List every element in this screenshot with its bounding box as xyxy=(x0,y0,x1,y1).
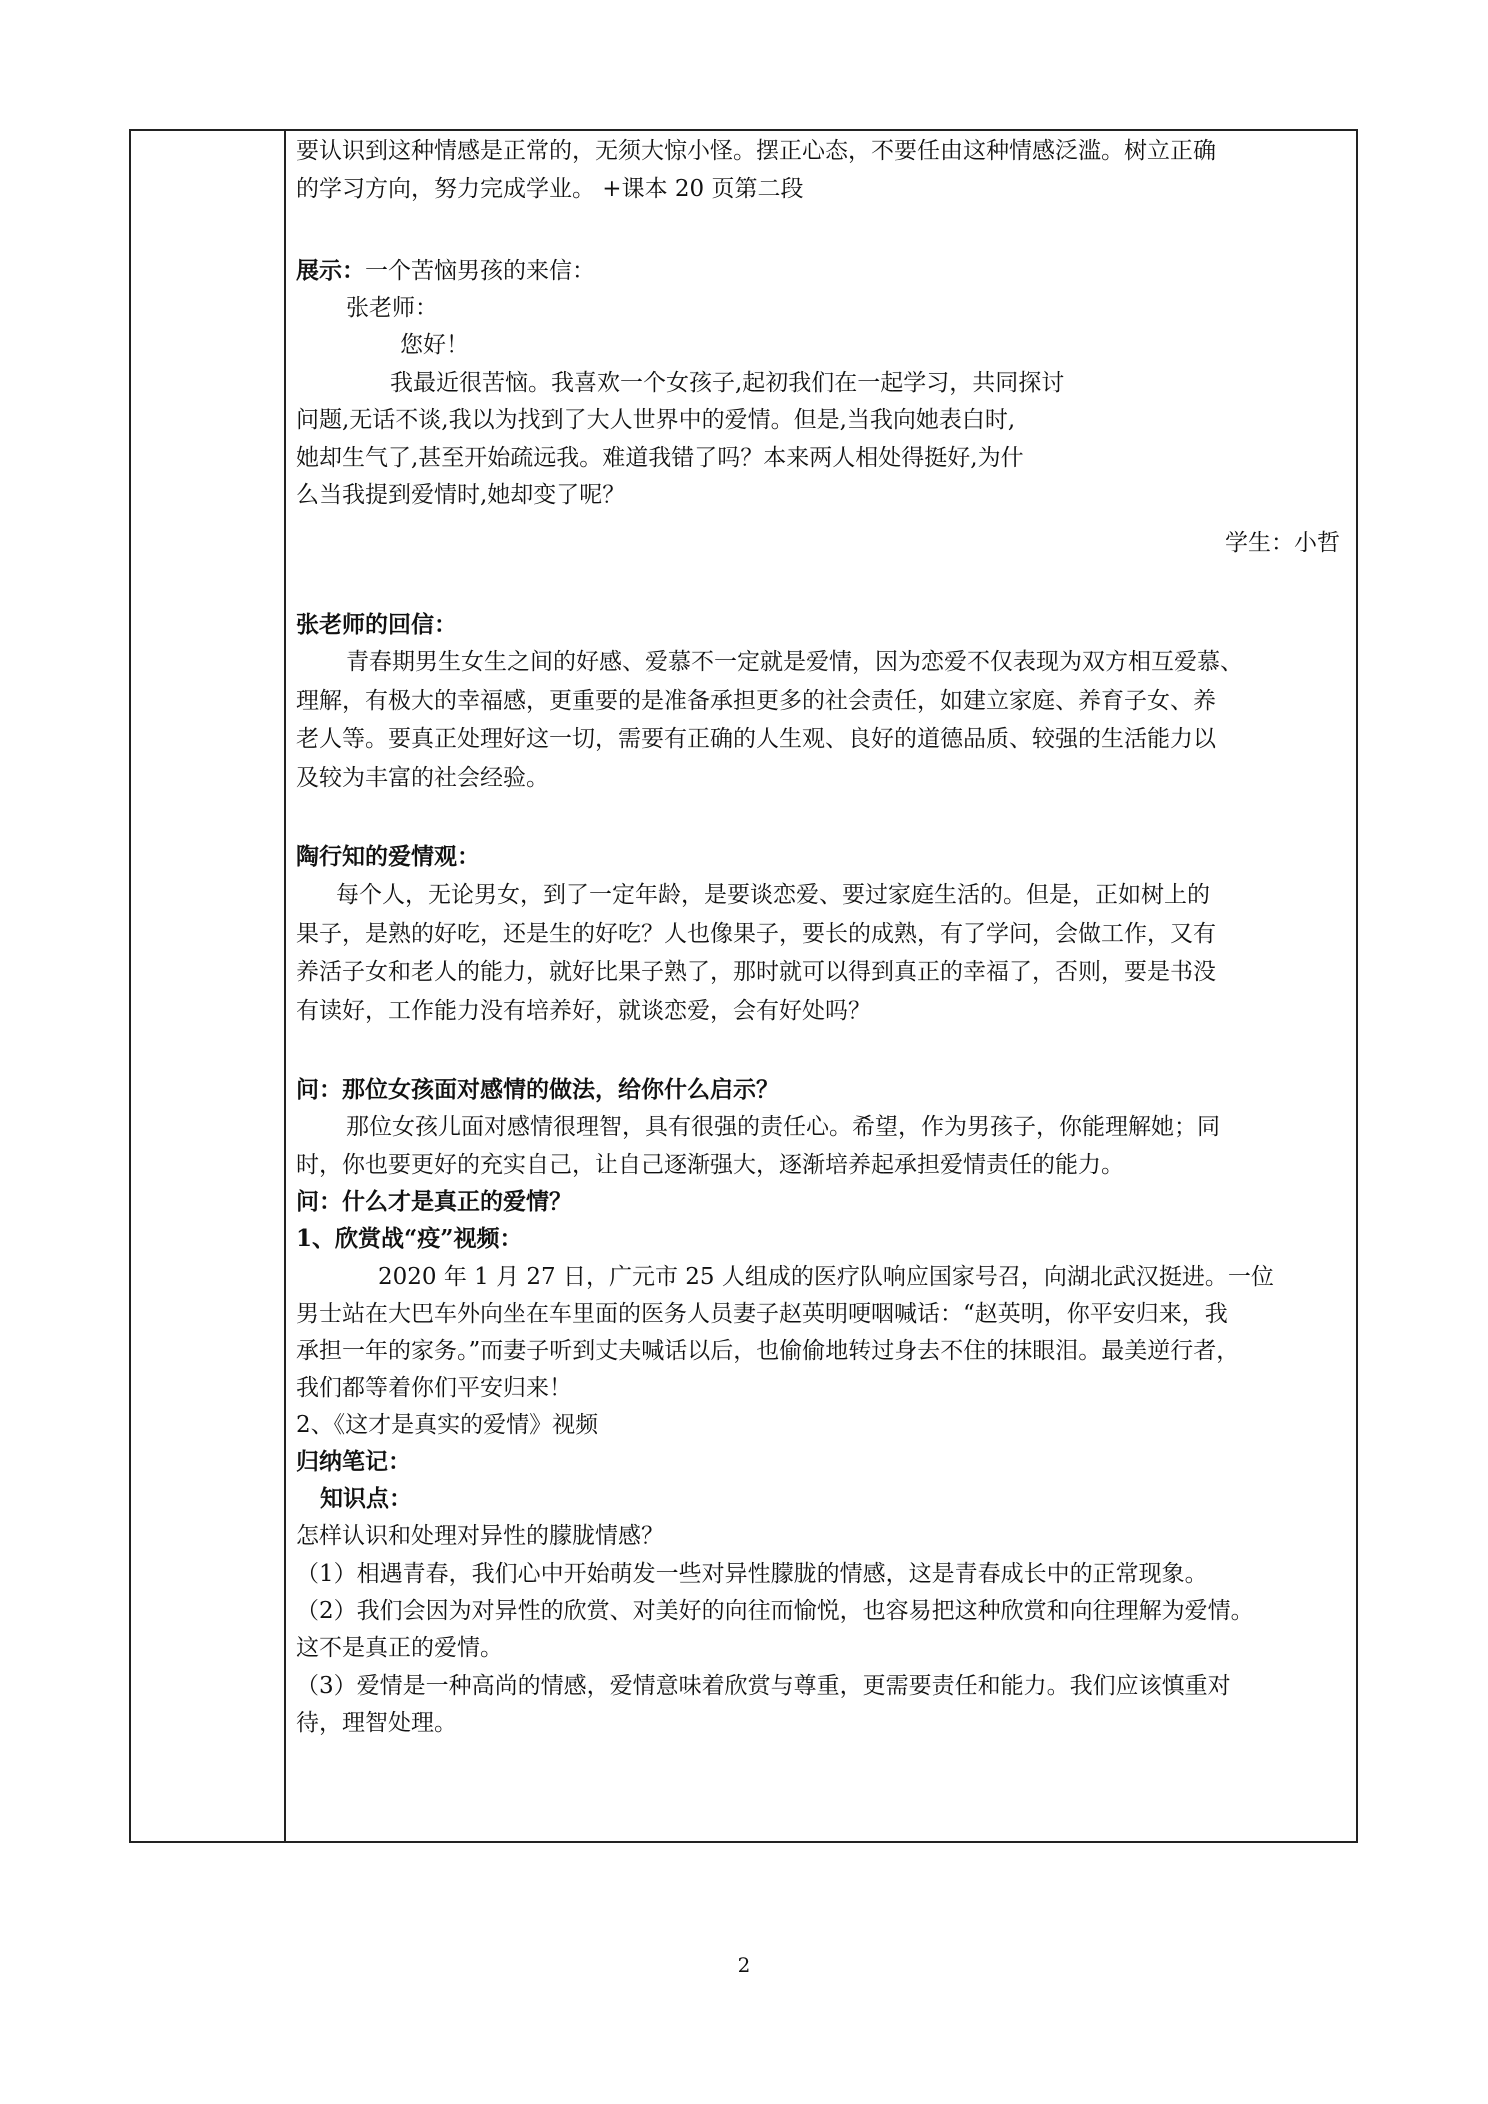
letter-greeting: 您好！ xyxy=(400,332,469,358)
reply-body-line: 老人等。要真正处理好这一切，需要有正确的人生观、良好的道德品质、较强的生活能力以 xyxy=(296,726,1216,752)
page-number: 2 xyxy=(737,1953,751,1977)
video-1-body-line: 男士站在大巴车外向坐在车里面的医务人员妻子赵英明哽咽喊话：“赵英明，你平安归来，我 xyxy=(296,1301,1228,1327)
letter-body-line: 么当我提到爱情时,她却变了呢？ xyxy=(296,482,626,508)
letter-heading xyxy=(296,254,595,288)
notes-heading: 归纳笔记： xyxy=(296,1448,411,1475)
letter-salutation: 张老师： xyxy=(346,295,438,321)
notes-subheading: 知识点： xyxy=(320,1485,412,1512)
column-divider xyxy=(284,131,286,1841)
reply-heading: 张老师的回信： xyxy=(296,611,457,638)
reply-body-line: 及较为丰富的社会经验。 xyxy=(296,765,549,791)
tao-body-line: 养活子女和老人的能力，就好比果子熟了，那时就可以得到真正的幸福了，否则，要是书没 xyxy=(296,959,1216,985)
tao-body-line: 每个人，无论男女，到了一定年龄，是要谈恋爱、要过家庭生活的。但是，正如树上的 xyxy=(336,882,1210,908)
question-2: 问：什么才是真正的爱情？ xyxy=(296,1188,572,1215)
tao-heading: 陶行知的爱情观： xyxy=(296,843,480,870)
intro-line: 要认识到这种情感是正常的，无须大惊小怪。摆正心态，不要任由这种情感泛滥。树立正确 xyxy=(296,138,1216,164)
video-1-body-line: 2020 年 1 月 27 日，广元市 25 人组成的医疗队响应国家号召，向湖北武汉挺进。一位 xyxy=(378,1264,1274,1290)
letter-heading-text: 一个苦恼男孩的来信： xyxy=(365,258,595,284)
reply-body-line: 青春期男生女生之间的好感、爱慕不一定就是爱情，因为恋爱不仅表现为双方相互爱慕、 xyxy=(346,649,1243,675)
reply-body-line: 理解，有极大的幸福感，更重要的是准备承担更多的社会责任，如建立家庭、养育子女、养 xyxy=(296,688,1216,714)
video-1-heading: 1、欣赏战“疫”视频： xyxy=(296,1225,523,1252)
letter-body-line: 我最近很苦恼。我喜欢一个女孩子,起初我们在一起学习，共同探讨 xyxy=(390,370,1065,396)
letter-signature: 学生：小哲 xyxy=(1225,530,1340,556)
video-1-body-line: 我们都等着你们平安归来！ xyxy=(296,1375,572,1401)
answer-1-line: 那位女孩儿面对感情很理智，具有很强的责任心。希望，作为男孩子，你能理解她；同 xyxy=(346,1114,1220,1140)
notes-point: 这不是真正的爱情。 xyxy=(296,1635,503,1661)
letter-body-line: 问题,无话不谈,我以为找到了大人世界中的爱情。但是,当我向她表白时, xyxy=(296,407,1016,433)
answer-1-line: 时，你也要更好的充实自己，让自己逐渐强大，逐渐培养起承担爱情责任的能力。 xyxy=(296,1152,1124,1178)
notes-point: （2）我们会因为对异性的欣赏、对美好的向往而愉悦，也容易把这种欣赏和向往理解为爱情。 xyxy=(296,1598,1254,1624)
notes-point: （3）爱情是一种高尚的情感，爱情意味着欣赏与尊重，更需要责任和能力。我们应该慎重对 xyxy=(296,1673,1231,1699)
notes-question: 怎样认识和处理对异性的朦胧情感？ xyxy=(296,1523,664,1549)
tao-body-line: 果子，是熟的好吃，还是生的好吃？人也像果子，要长的成熟，有了学问，会做工作，又有 xyxy=(296,921,1216,947)
question-1: 问：那位女孩面对感情的做法，给你什么启示？ xyxy=(296,1076,779,1103)
tao-body-line: 有读好，工作能力没有培养好，就谈恋爱，会有好处吗？ xyxy=(296,998,871,1024)
video-1-body-line: 承担一年的家务。”而妻子听到丈夫喊话以后，也偷偷地转过身去不住的抹眼泪。最美逆行者， xyxy=(296,1338,1240,1364)
letter-body-line: 她却生气了,甚至开始疏远我。难道我错了吗？本来两人相处得挺好,为什 xyxy=(296,445,1024,471)
notes-point: （1）相遇青春，我们心中开始萌发一些对异性朦胧的情感，这是青春成长中的正常现象。 xyxy=(296,1561,1208,1587)
notes-point: 待，理智处理。 xyxy=(296,1710,457,1736)
letter-heading-label: 展示： xyxy=(296,257,365,284)
intro-line: 的学习方向，努力完成学业。 +课本 20 页第二段 xyxy=(296,176,804,202)
video-2-line: 2、《这才是真实的爱情》视频 xyxy=(296,1412,599,1438)
